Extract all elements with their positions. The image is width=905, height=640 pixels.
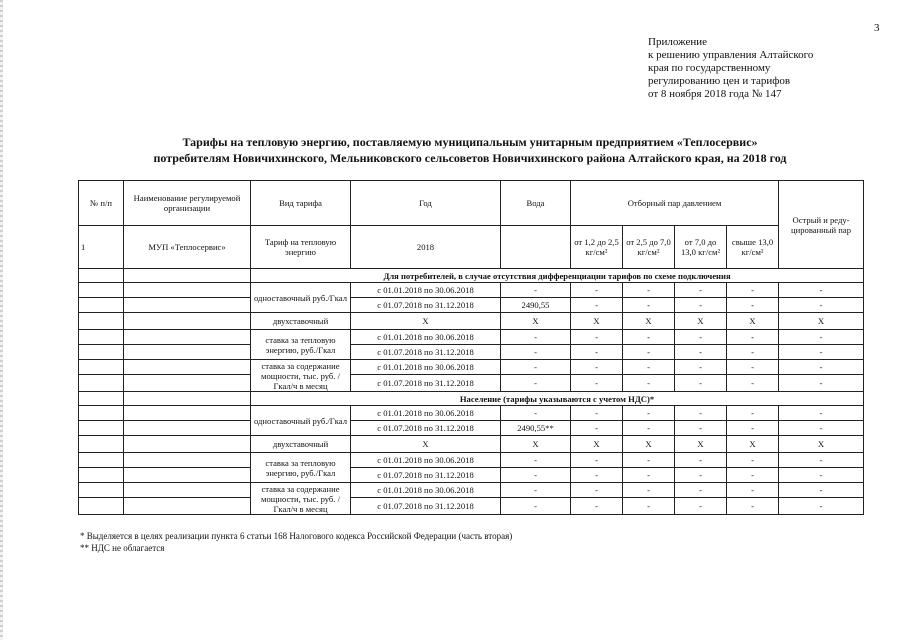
period-cell: с 01.07.2018 по 31.12.2018	[351, 298, 501, 313]
one-part-label: одноставочный руб./Гкал	[251, 406, 351, 436]
appendix-line: к решению управления Алтайского	[648, 49, 814, 61]
row-water-empty	[501, 226, 571, 269]
table-row: с 01.07.2018 по 31.12.2018 - - - - - -	[79, 345, 864, 360]
two-part-label: двухставочный	[251, 313, 351, 330]
table-row: ставка за тепловую энергию, руб./Гкал с 01.01.2018 по 30.06.2018 - - - - - -	[79, 330, 864, 345]
period-cell: с 01.01.2018 по 30.06.2018	[351, 283, 501, 298]
one-part-label: одноставочный руб./Гкал	[251, 283, 351, 313]
heat-rate-label: ставка за тепловую энергию, руб./Гкал	[251, 330, 351, 360]
appendix-line: Приложение	[648, 36, 708, 48]
table-row: двухставочный Х Х Х Х Х Х Х	[79, 436, 864, 453]
table-row: с 01.07.2018 по 31.12.2018 2490,55** - - - - -	[79, 421, 864, 436]
table-row: одноставочный руб./Гкал с 01.01.2018 по 30.06.2018 - - - - - -	[79, 406, 864, 421]
footnotes	[80, 530, 512, 554]
title-line: Тарифы на тепловую энергию, поставляемую муниципальным унитарным предприятием «Теплосервис»	[182, 135, 758, 149]
table-row: ставка за тепловую энергию, руб./Гкал с 01.01.2018 по 30.06.2018 - - - - - -	[79, 453, 864, 468]
header-row	[79, 181, 864, 226]
row-year: 2018	[351, 226, 501, 269]
heat-rate-label: ставка за тепловую энергию, руб./Гкал	[251, 453, 351, 483]
section-row	[79, 269, 864, 283]
appendix-line: края по государственному	[648, 62, 771, 74]
row-num: 1	[79, 226, 124, 269]
two-part-label: двухставочный	[251, 436, 351, 453]
header-row-2	[79, 226, 864, 269]
header-steam: Отборный пар давлением	[571, 181, 779, 226]
header-tariff-type: Вид тарифа	[251, 181, 351, 226]
scan-edge	[0, 0, 3, 640]
table-row: ставка за содержание мощности, тыс. руб. /Гкал/ч в месяц с 01.01.2018 по 30.06.2018 - - - - - -	[79, 483, 864, 498]
header-sharp-steam: Острый и реду-цированный пар	[779, 181, 864, 269]
header-year: Год	[351, 181, 501, 226]
header-pressure-3: от 7,0 до 13,0 кг/см²	[675, 226, 727, 269]
table-row: одноставочный руб./Гкал с 01.01.2018 по 30.06.2018 - - - - - -	[79, 283, 864, 298]
title-line: потребителям Новичихинского, Мельниковского сельсоветов Новичихинского района Алтайского края, на 2018 год	[153, 151, 787, 165]
footnote: * Выделяется в целях реализации пункта 6 статьи 168 Налогового кодекса Российской Федерации (часть вторая)	[80, 531, 513, 541]
document-title	[60, 134, 880, 166]
header-pressure-1: от 1,2 до 2,5 кг/см²	[571, 226, 623, 269]
table-row: с 01.07.2018 по 31.12.2018 - - - - - -	[79, 468, 864, 483]
header-pressure-4: свыше 13,0 кг/см²	[727, 226, 779, 269]
appendix-block	[648, 36, 813, 101]
table-row: с 01.07.2018 по 31.12.2018 - - - - - -	[79, 498, 864, 515]
table-row: с 01.07.2018 по 31.12.2018 2490,55 - - - - -	[79, 298, 864, 313]
tariff-table	[78, 180, 864, 515]
water-value: 2490,55	[501, 298, 571, 313]
section-row	[79, 392, 864, 406]
table-row: ставка за содержание мощности, тыс. руб. /Гкал/ч в месяц с 01.01.2018 по 30.06.2018 - - - - - -	[79, 360, 864, 375]
table-row: двухставочный Х Х Х Х Х Х Х	[79, 313, 864, 330]
capacity-rate-label: ставка за содержание мощности, тыс. руб. /Гкал/ч в месяц	[251, 483, 351, 515]
water-value: 2490,55**	[501, 421, 571, 436]
header-water: Вода	[501, 181, 571, 226]
header-org: Наименование регулируемой организации	[124, 181, 251, 226]
page-number: 3	[874, 22, 880, 34]
appendix-line: от 8 ноября 2018 года № 147	[648, 88, 782, 100]
section-title-2: Население (тарифы указываются с учетом НДС)*	[251, 392, 864, 406]
section-title-1: Для потребителей, в случае отсутствия дифференциации тарифов по схеме подключения	[251, 269, 864, 283]
row-tariff: Тариф на тепловую энергию	[251, 226, 351, 269]
table-row: с 01.07.2018 по 31.12.2018 - - - - - -	[79, 375, 864, 392]
appendix-line: регулированию цен и тарифов	[648, 75, 791, 87]
footnote: ** НДС не облагается	[80, 543, 165, 553]
row-org: МУП «Теплосервис»	[124, 226, 251, 269]
header-pressure-2: от 2,5 до 7,0 кг/см²	[623, 226, 675, 269]
capacity-rate-label: ставка за содержание мощности, тыс. руб. /Гкал/ч в месяц	[251, 360, 351, 392]
header-num: № п/п	[79, 181, 124, 226]
